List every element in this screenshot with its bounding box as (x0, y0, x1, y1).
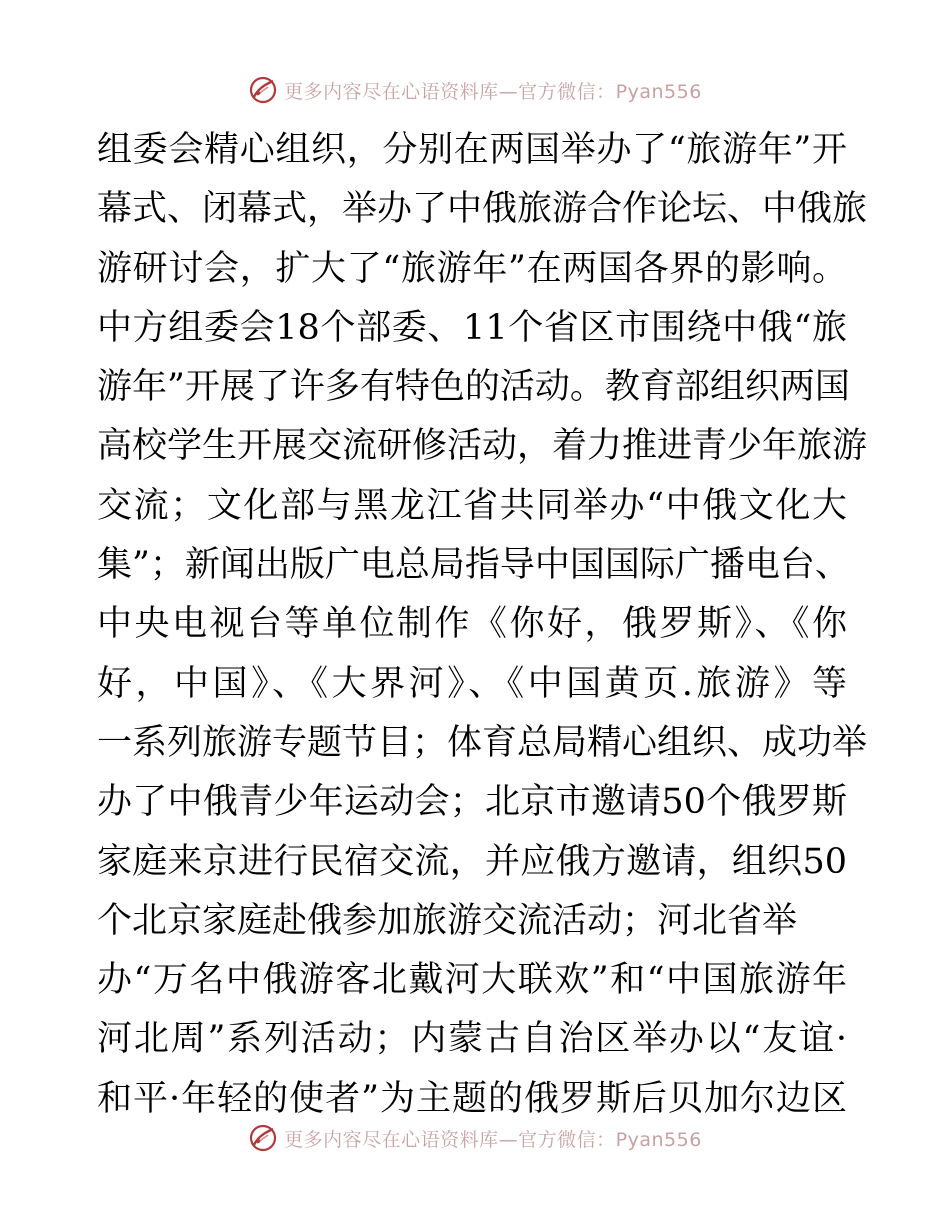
body-line: 好，中国》、《大界河》、《中国黄页.旅游》等 (97, 663, 847, 704)
pen-logo-icon (248, 1123, 278, 1153)
body-line: 一系列旅游专题节目；体育总局精心组织、成功举 (97, 722, 868, 763)
body-line: 中方组委会18个部委、11个省区市围绕中俄“旅 (97, 307, 847, 348)
pen-logo-icon (248, 75, 278, 105)
body-line: 家庭来京进行民宿交流，并应俄方邀请，组织50 (97, 841, 847, 882)
document-body (97, 127, 868, 1135)
watermark-text: 更多内容尽在心语资料库—官方微信：Pyan556 (284, 1128, 702, 1151)
body-line: 集”；新闻出版广电总局指导中国国际广播电台、 (97, 545, 850, 586)
body-line: 高校学生开展交流研修活动，着力推进青少年旅游 (97, 426, 868, 467)
body-line: 中央电视台等单位制作《你好，俄罗斯》、《你 (97, 604, 847, 645)
body-line: 办“万名中俄游客北戴河大联欢”和“中国旅游年 (97, 960, 847, 1001)
footer-watermark (0, 1118, 950, 1158)
body-line: 河北周”系列活动；内蒙古自治区举办以“友谊· (97, 1019, 847, 1060)
body-line: 办了中俄青少年运动会；北京市邀请50个俄罗斯 (97, 782, 847, 823)
body-line: 游研讨会，扩大了“旅游年”在两国各界的影响。 (97, 248, 847, 289)
body-line: 幕式、闭幕式，举办了中俄旅游合作论坛、中俄旅 (97, 189, 868, 230)
body-line: 和平·年轻的使者”为主题的俄罗斯后贝加尔边区 (97, 1078, 847, 1119)
body-line: 个北京家庭赴俄参加旅游交流活动；河北省举 (97, 900, 798, 941)
header-watermark (0, 70, 950, 110)
body-line: 交流；文化部与黑龙江省共同举办“中俄文化大 (97, 485, 847, 526)
body-line: 组委会精心组织，分别在两国举办了“旅游年”开 (97, 130, 847, 170)
watermark-text: 更多内容尽在心语资料库—官方微信：Pyan556 (284, 80, 702, 103)
body-line: 游年”开展了许多有特色的活动。教育部组织两国 (97, 367, 850, 408)
